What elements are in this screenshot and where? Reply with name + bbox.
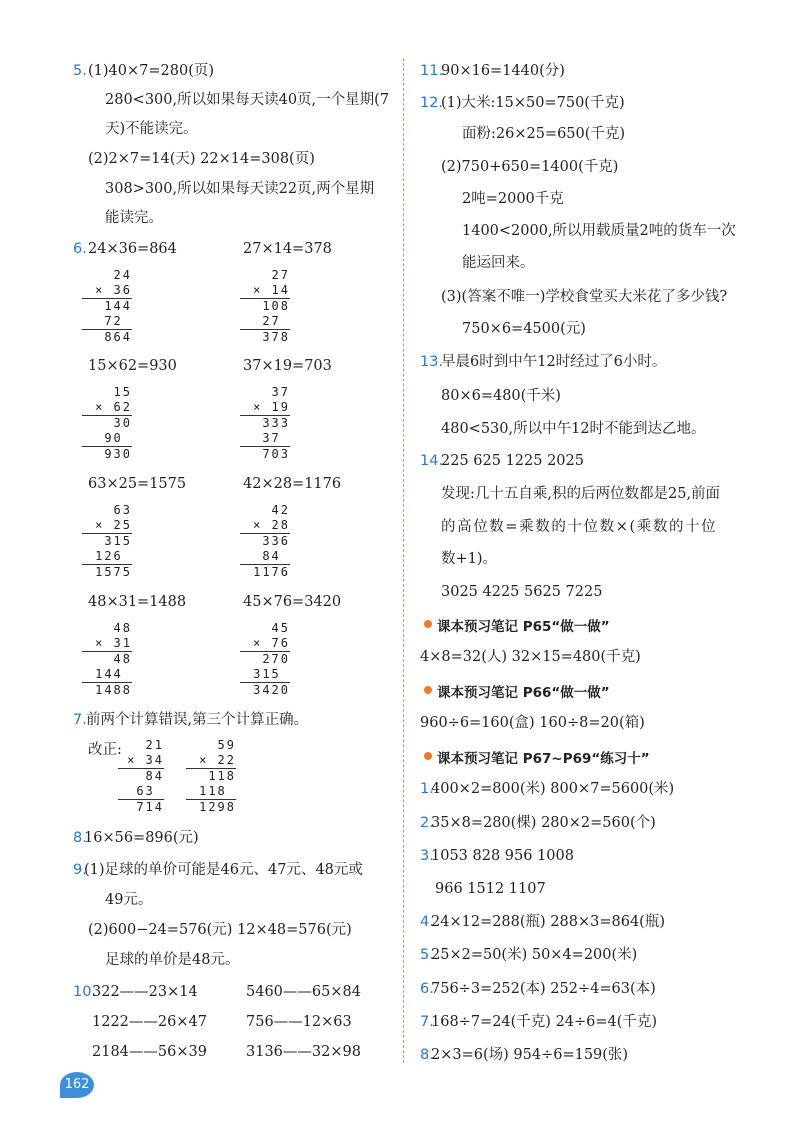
multiplier: × 31	[95, 636, 132, 650]
vertical-multiplication	[82, 503, 132, 580]
q9-line1: (1)足球的单价可能是46元、47元、48元或	[84, 862, 363, 878]
q11-text: 90×16=1440(分)	[441, 63, 565, 79]
ex-answer: 35×8=280(棵) 280×2=560(个)	[431, 815, 656, 831]
product: 1575	[95, 565, 132, 579]
partial-product: 30	[113, 416, 132, 430]
q7-number: 7.	[73, 712, 87, 728]
ex-number: 1.	[420, 781, 434, 797]
q6-equation-2: 27×14=378	[243, 241, 332, 257]
partial-product: 90	[104, 431, 132, 445]
q12-number: 12.	[420, 95, 444, 111]
q10-pair-6: 3136——32×98	[246, 1044, 361, 1060]
q13-line3: 480<530,所以中午12时不能到达乙地。	[441, 421, 706, 437]
q5-line5: 308>300,所以如果每天读22页,两个星期	[105, 181, 375, 197]
vertical-multiplication	[240, 385, 290, 462]
q12-line3: (2)750+650=1400(千克)	[441, 159, 619, 175]
q12-line7: (3)(答案不唯一)学校食堂买大米花了多少钱?	[441, 289, 728, 305]
q6-equation-5: 63×25=1575	[88, 476, 187, 492]
product: 703	[262, 447, 290, 461]
q14-line3: 的高位数=乘数的十位数×(乘数的十位	[441, 519, 718, 535]
q10-number: 10.	[73, 984, 97, 1000]
q12-line4: 2吨=2000千克	[462, 191, 564, 207]
partial-product: 144	[104, 299, 132, 313]
section-bullet-icon	[424, 752, 432, 760]
q12-line5: 1400<2000,所以用载质量2吨的货车一次	[462, 223, 736, 239]
q7-text: 前两个计算错误,第三个计算正确。	[86, 712, 309, 728]
q6-equation-4: 37×19=703	[243, 358, 332, 374]
multiplier: × 34	[127, 753, 164, 767]
q10-pair-3: 1222——26×47	[92, 1014, 207, 1030]
section-title-p66: 课本预习笔记 P66“做一做”	[437, 685, 610, 701]
multiplier: × 62	[95, 400, 132, 414]
multiplier: × 19	[253, 400, 290, 414]
q11-number: 11.	[420, 63, 444, 79]
multiplicand: 27	[271, 268, 290, 282]
vertical-multiplication	[240, 268, 290, 345]
partial-product: 333	[262, 416, 290, 430]
section-bullet-icon	[424, 686, 432, 694]
section-p65-answer: 4×8=32(人) 32×15=480(千克)	[420, 649, 641, 665]
q10-pair-2: 5460——65×84	[246, 984, 361, 1000]
partial-product: 84	[262, 549, 290, 563]
multiplicand: 63	[113, 503, 132, 517]
multiplicand: 24	[113, 268, 132, 282]
partial-product: 108	[262, 299, 290, 313]
multiplicand: 15	[113, 385, 132, 399]
q6-equation-8: 45×76=3420	[243, 594, 342, 610]
q10-pair-1: 322——23×14	[92, 984, 198, 1000]
q12-line2: 面粉:26×25=650(千克)	[462, 126, 626, 142]
product: 378	[262, 330, 290, 344]
vertical-multiplication	[240, 621, 290, 698]
ex-answer: 24×12=288(瓶) 288×3=864(瓶)	[431, 914, 665, 930]
product: 1298	[199, 800, 236, 814]
q8-text: 16×56=896(元)	[84, 830, 199, 846]
q6-equation-1: 24×36=864	[88, 241, 177, 257]
multiplicand: 48	[113, 621, 132, 635]
multiplier: × 22	[199, 753, 236, 767]
q13-number: 13.	[420, 354, 444, 370]
q9-line2: 49元。	[105, 892, 153, 908]
partial-product: 72	[104, 314, 132, 328]
page-number: 162	[60, 1072, 94, 1098]
q13-line2: 80×6=480(千米)	[441, 388, 561, 404]
multiplier: × 28	[253, 518, 290, 532]
q7-correction-label: 改正:	[88, 742, 122, 758]
ex-answer: 756÷3=252(本) 252÷4=63(本)	[431, 981, 656, 997]
q5-line1: (1)40×7=280(页)	[88, 63, 215, 79]
section-title-p65: 课本预习笔记 P65“做一做”	[437, 619, 610, 635]
ex-number: 8.	[420, 1047, 434, 1063]
vertical-multiplication	[82, 268, 132, 345]
column-divider	[403, 58, 404, 1063]
q5-line3: 天)不能读完。	[105, 121, 198, 137]
q6-equation-3: 15×62=930	[88, 358, 177, 374]
section-bullet-icon	[424, 620, 432, 628]
q5-line4: (2)2×7=14(天) 22×14=308(页)	[88, 151, 315, 167]
product: 3420	[253, 683, 290, 697]
q6-number: 6.	[73, 241, 87, 257]
q6-equation-7: 48×31=1488	[88, 594, 187, 610]
ex-number: 6.	[420, 981, 434, 997]
ex-number: 5.	[420, 947, 434, 963]
product: 1176	[253, 565, 290, 579]
q9-number: 9.	[73, 862, 87, 878]
q5-line2: 280<300,所以如果每天读40页,一个星期(7	[105, 92, 390, 108]
partial-product: 84	[145, 769, 164, 783]
partial-product: 37	[262, 431, 290, 445]
product: 1488	[95, 683, 132, 697]
partial-product: 27	[262, 314, 290, 328]
q14-line1: 225 625 1225 2025	[441, 453, 584, 469]
q10-pair-4: 756——12×63	[246, 1014, 352, 1030]
q12-line6: 能运回来。	[462, 255, 535, 271]
multiplier: × 76	[253, 636, 290, 650]
ex-answer: 400×2=800(米) 800×7=5600(米)	[431, 781, 675, 797]
ex-answer: 25×2=50(米) 50×4=200(米)	[431, 947, 638, 963]
ex-number: 2.	[420, 815, 434, 831]
partial-product: 270	[262, 652, 290, 666]
ex-answer: 168÷7=24(千克) 24÷6=4(千克)	[431, 1014, 658, 1030]
q9-line4: 足球的单价是48元。	[105, 952, 240, 968]
ex-number: 3.	[420, 848, 434, 864]
q5-line6: 能读完。	[105, 210, 163, 226]
partial-product: 315	[253, 667, 290, 681]
vertical-multiplication	[82, 621, 132, 698]
q12-line8: 750×6=4500(元)	[462, 321, 586, 337]
product: 864	[104, 330, 132, 344]
vertical-multiplication	[82, 385, 132, 462]
section-title-p67-p69: 课本预习笔记 P67~P69“练习十”	[437, 751, 650, 767]
vertical-multiplication	[118, 738, 164, 815]
partial-product: 315	[104, 534, 132, 548]
vertical-multiplication	[240, 503, 290, 580]
q14-line5: 3025 4225 5625 7225	[441, 584, 603, 600]
partial-product: 63	[136, 784, 164, 798]
q6-equation-6: 42×28=1176	[243, 476, 342, 492]
multiplier: × 25	[95, 518, 132, 532]
q14-number: 14.	[420, 453, 444, 469]
ex-number: 4.	[420, 914, 434, 930]
q13-line1: 早晨6时到中午12时经过了6小时。	[441, 354, 667, 370]
partial-product: 118	[199, 784, 236, 798]
multiplier: × 14	[253, 283, 290, 297]
partial-product: 48	[113, 652, 132, 666]
partial-product: 144	[95, 667, 132, 681]
ex-answer: 1053 828 956 1008	[431, 848, 574, 864]
multiplicand: 37	[271, 385, 290, 399]
product: 930	[104, 447, 132, 461]
q8-number: 8.	[73, 830, 87, 846]
ex-answer: 966 1512 1107	[435, 881, 546, 897]
q10-pair-5: 2184——56×39	[92, 1044, 207, 1060]
ex-number: 7.	[420, 1014, 434, 1030]
multiplicand: 42	[271, 503, 290, 517]
partial-product: 336	[262, 534, 290, 548]
multiplicand: 59	[217, 738, 236, 752]
multiplicand: 21	[145, 738, 164, 752]
partial-product: 126	[95, 549, 132, 563]
q5-number: 5.	[73, 63, 87, 79]
q14-line2: 发现:几十五自乘,积的后两位数都是25,前面	[441, 486, 721, 502]
q12-line1: (1)大米:15×50=750(千克)	[441, 95, 625, 111]
q9-line3: (2)600−24=576(元) 12×48=576(元)	[88, 922, 352, 938]
vertical-multiplication	[186, 738, 236, 815]
multiplier: × 36	[95, 283, 132, 297]
ex-answer: 2×3=6(场) 954÷6=159(张)	[431, 1047, 629, 1063]
product: 714	[136, 800, 164, 814]
multiplicand: 45	[271, 621, 290, 635]
partial-product: 118	[208, 769, 236, 783]
section-p66-answer: 960÷6=160(盒) 160÷8=20(箱)	[420, 715, 645, 731]
q14-line4: 数+1)。	[441, 551, 498, 567]
